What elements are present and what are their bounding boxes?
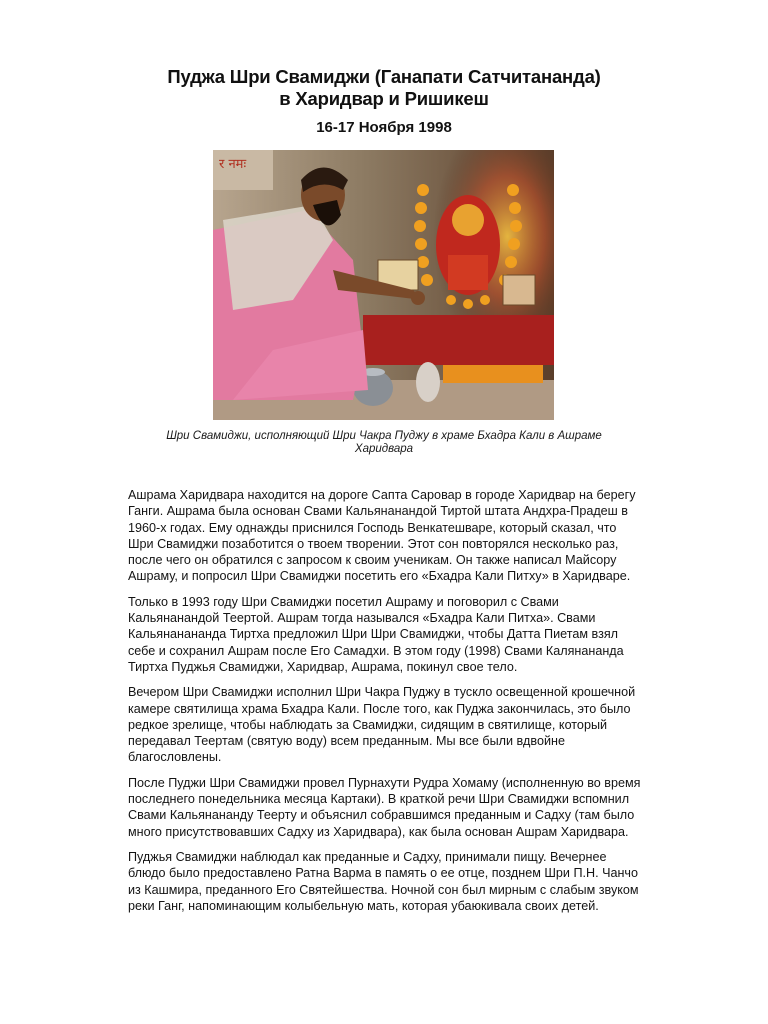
paragraph: Только в 1993 году Шри Свамиджи посетил Ашраму и поговорил с Свами Кальянанандой Теертой. Ашрам тогда назывался «Бхадра Кали Питха». Свами Кальянанананда Тиртха предложил Шри Шри Свамиджи, чтобы Датта Пиетам взял себе и сохранил Ашрам после Его Самадхи. В этом году (1998) Свами Калянананда Тиртха Пуджья Свамиджи, Харидвар, Ашрама, покинул свое тело.	[128, 594, 624, 674]
paragraph: Вечером Шри Свамиджи исполнил Шри Чакра Пуджу в тускло освещенной крошечной камере святилища храма Бхадра Кали. После того, как Пуджа закончилась, это было редкое зрелище, чтобы наблюдать за Свамиджи, сидящим в святилище, который передавал Теертам (святую воду) всем преданным. Мы все были вдвойне благословлены.	[128, 685, 636, 765]
article-body	[128, 487, 644, 923]
title-line-2: в Харидвар и Ришикеш	[279, 88, 489, 109]
svg-text:र नमः: र नमः	[219, 157, 247, 172]
paragraph: Ашрама Харидвара находится на дороге Сапта Саровар в городе Харидвар на берегу Ганги. Ашрама была основан Свами Кальянанандой Тиртой штата Андхра-Прадеш в 1960-х годах. Ему однажды приснился Господь Венкатешваре, который сказал, что Шри Свамиджи позаботится о твоем творении. Этот сон повторялся несколько раз, после чего он обратился с запросом к своим ученикам. Он также написал Майсору Ашраму, и попросил Шри Свамиджи посетить его «Бхадра Кали Питху» в Харидваре.	[128, 488, 636, 584]
photo-caption: Шри Свамиджи, исполняющий Шри Чакра Пуджу в храме Бхадра Кали в Ашраме Харидвара	[166, 430, 602, 455]
paragraph: После Пуджи Шри Свамиджи провел Пурнахути Рудра Хомаму (исполненную во время последнего понедельника месяца Картаки). В краткой речи Шри Свамиджи вспомнил Свами Кальянананду Теерту и объяснил собравшимся преданным и Садху (там было много присутствовавших Садху из Харидвара), как была основан Ашрам Харидвара.	[128, 775, 641, 839]
photo-image	[213, 150, 554, 420]
title-line-1: Пуджа Шри Свамиджи (Ганапати Сатчитананда)	[167, 66, 601, 87]
paragraph: Пуджья Свамиджи наблюдал как преданные и Садху, принимали пищу. Вечернее блюдо было предоставлено Ратна Варма в память о ее отце, позднем Шри П.Н. Чанчо из Кашмира, преданного Его Святейшества. Ночной сон был мирным с слабым звуком реки Ганг, напоминающим колыбельную мать, которая убаюкивала своих детей.	[128, 849, 639, 913]
document-date: 16-17 Ноября 1998	[316, 119, 452, 136]
temple-photo	[213, 150, 554, 420]
document-title	[0, 66, 768, 110]
